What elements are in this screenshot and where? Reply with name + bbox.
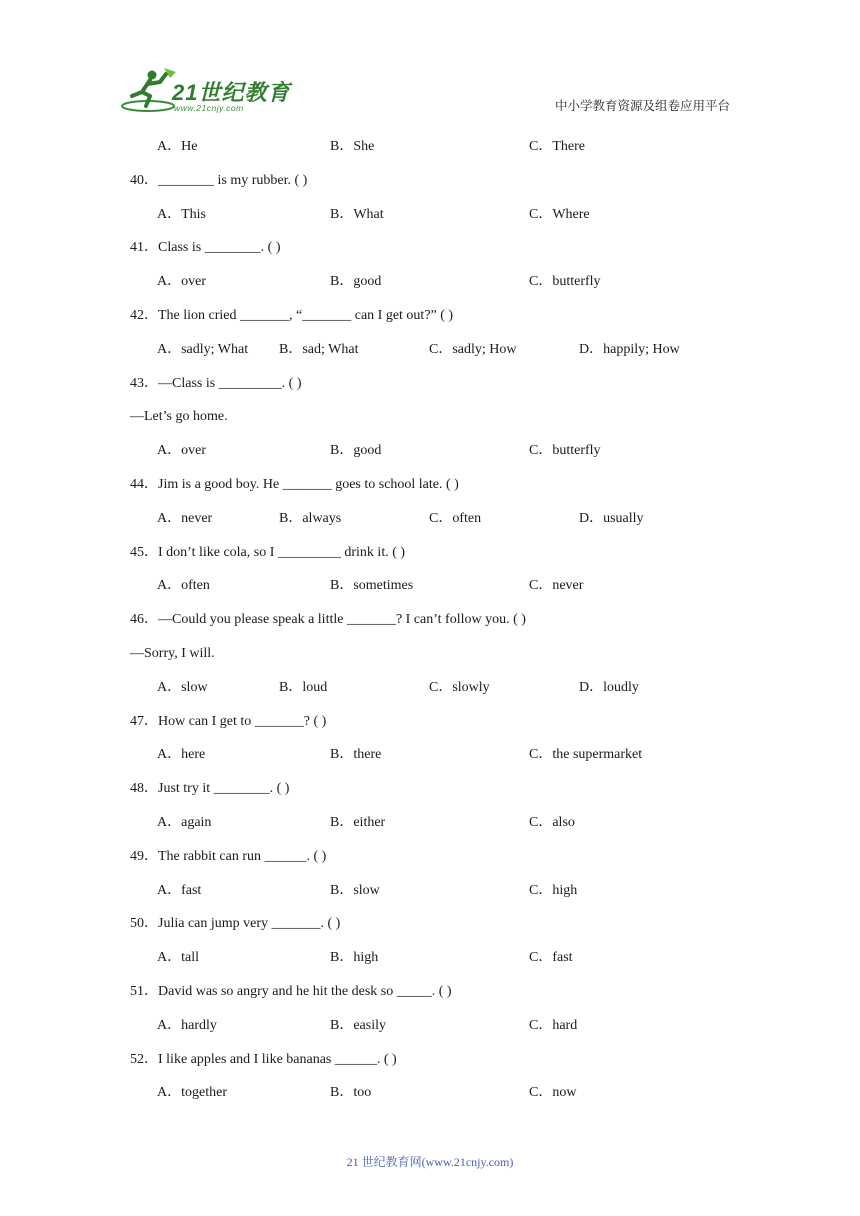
- question-text: 41．Class is ________. ( ): [130, 240, 281, 256]
- option-c: C．Where: [529, 206, 590, 222]
- question-text: 40．________ is my rubber. ( ): [130, 172, 308, 188]
- option-d: D．happily; How: [579, 341, 680, 357]
- question-text: 52．I like apples and I like bananas ______. ( ): [130, 1051, 397, 1067]
- option-c: C．never: [529, 578, 584, 594]
- option-b: B．there: [330, 747, 382, 763]
- option-a: A．again: [157, 815, 212, 830]
- option-a: A．This: [157, 206, 206, 222]
- option-b: B．She: [330, 139, 375, 154]
- option-c: C．often: [429, 510, 482, 526]
- platform-title: 中小学教育资源及组卷应用平台: [554, 98, 730, 113]
- question-text: 42．The lion cried _______, “_______ can I get out?” ( ): [130, 308, 454, 323]
- question-text: 47．How can I get to _______? ( ): [130, 713, 327, 729]
- question-reply: —Sorry, I will.: [130, 646, 215, 661]
- option-b: B．either: [330, 815, 386, 830]
- question-text: 44．Jim is a good boy. He _______ goes to school late. ( ): [130, 477, 459, 492]
- option-c: C．fast: [529, 950, 573, 966]
- option-b: B．too: [330, 1085, 372, 1101]
- question-text: 46．—Could you please speak a little _______? I can’t follow you. ( ): [130, 612, 526, 628]
- option-a: A．often: [157, 578, 210, 594]
- page-footer: 21 世纪教育网(www.21cnjy.com): [346, 1155, 514, 1169]
- option-a: A．He: [157, 139, 198, 154]
- question-text: 49．The rabbit can run ______. ( ): [130, 848, 327, 864]
- question-text: 51．David was so angry and he hit the desk so _____. ( ): [130, 984, 452, 999]
- option-a: A．tall: [157, 950, 199, 966]
- option-b: B．high: [330, 950, 379, 966]
- question-reply: —Let’s go home.: [130, 409, 228, 425]
- option-c: C．There: [529, 139, 585, 154]
- option-c: C．hard: [529, 1017, 578, 1033]
- option-c: C．slowly: [429, 679, 490, 695]
- option-c: C．sadly; How: [429, 341, 517, 357]
- option-a: A．together: [157, 1085, 227, 1101]
- option-a: A．hardly: [157, 1017, 217, 1033]
- option-a: A．here: [157, 747, 206, 763]
- option-d: D．usually: [579, 510, 644, 526]
- option-b: B．loud: [279, 679, 328, 695]
- question-text: 45．I don’t like cola, so I _________ drink it. ( ): [130, 544, 406, 560]
- option-b: B．good: [330, 443, 382, 459]
- option-a: A．over: [157, 443, 206, 459]
- question-text: 43．—Class is _________. ( ): [130, 375, 302, 391]
- option-b: B．good: [330, 274, 382, 290]
- page-header: [0, 0, 860, 125]
- option-c: C．now: [529, 1085, 577, 1101]
- option-b: B．easily: [330, 1017, 386, 1033]
- question-text: 48．Just try it ________. ( ): [130, 781, 290, 797]
- logo-url: www.21cnjy.com: [174, 103, 244, 113]
- runner-icon: [120, 66, 180, 116]
- option-a: A．slow: [157, 679, 208, 695]
- option-c: C．high: [529, 882, 578, 898]
- option-b: B．sad; What: [279, 341, 359, 357]
- option-a: A．sadly; What: [157, 341, 249, 357]
- option-c: C．also: [529, 815, 575, 830]
- option-a: A．never: [157, 510, 213, 526]
- option-a: A．over: [157, 274, 206, 290]
- question-text: 50．Julia can jump very _______. ( ): [130, 916, 341, 932]
- option-b: B．always: [279, 510, 342, 526]
- option-c: C．butterfly: [529, 274, 601, 290]
- option-c: C．butterfly: [529, 443, 601, 459]
- logo: [120, 66, 320, 116]
- option-d: D．loudly: [579, 679, 639, 695]
- option-a: A．fast: [157, 882, 202, 898]
- option-b: B．What: [330, 206, 384, 222]
- option-c: C．the supermarket: [529, 747, 643, 763]
- logo-text: 21世纪教育: [172, 80, 291, 105]
- option-b: B．slow: [330, 882, 380, 898]
- option-b: B．sometimes: [330, 578, 414, 594]
